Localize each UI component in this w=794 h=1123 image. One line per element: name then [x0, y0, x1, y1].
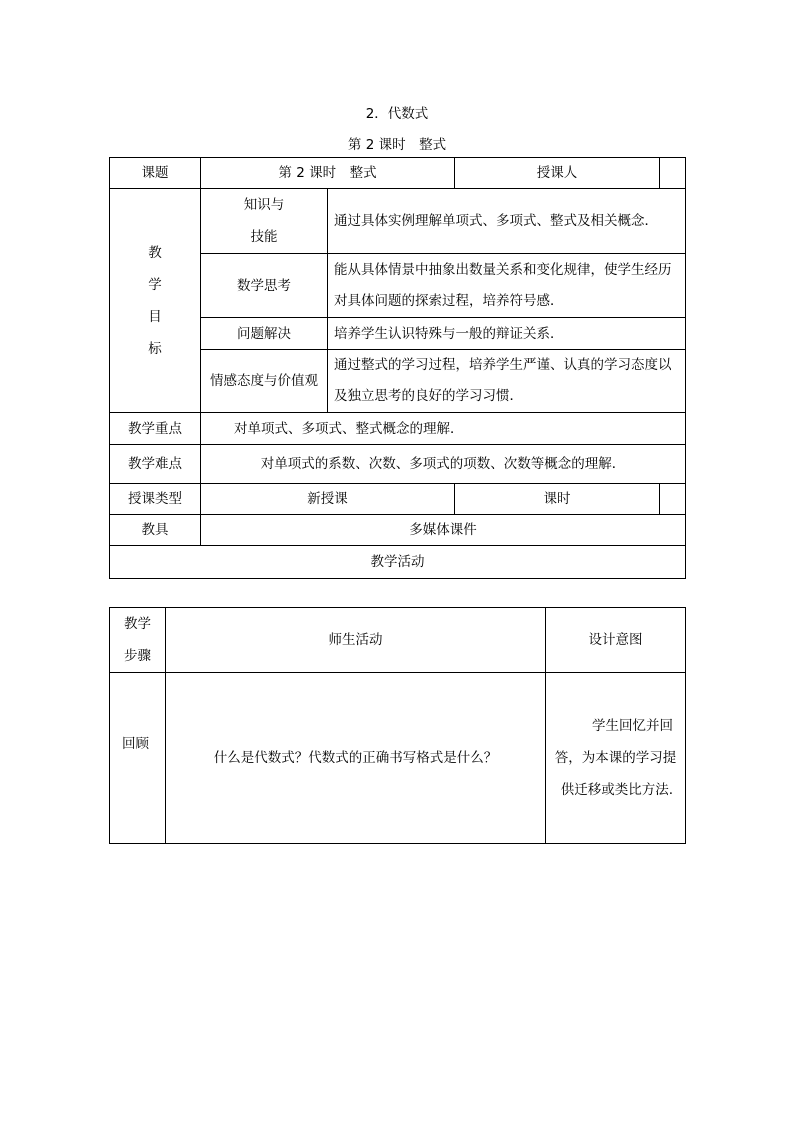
goal-problem-text: 培养学生认识特殊与一般的辩证关系． — [328, 318, 686, 350]
type-value: 新授课 — [201, 484, 455, 515]
goal-attitude-text: 通过整式的学习过程，培养学生严谨、认真的学习态度以及独立思考的良好的学习习惯． — [328, 350, 686, 413]
lesson-title: 第 2 课时 整式 — [347, 137, 447, 153]
step-name: 回顾 — [110, 673, 166, 844]
hours-value — [660, 484, 686, 515]
lesson-info-table — [109, 157, 686, 579]
topic-label: 课题 — [110, 158, 201, 189]
section-title: 2．代数式 — [365, 106, 429, 122]
tools-label: 教具 — [110, 515, 201, 546]
goal-knowledge-text: 通过具体实例理解单项式、多项式、整式及相关概念． — [328, 189, 686, 254]
intent-header: 设计意图 — [546, 608, 686, 673]
activity-label: 教学活动 — [110, 546, 686, 579]
table-row — [110, 673, 686, 844]
difficulty-label: 教学难点 — [110, 445, 201, 484]
teacher-value — [660, 158, 686, 189]
goal-problem-label: 问题解决 — [201, 318, 328, 350]
activity-text: 什么是代数式？代数式的正确书写格式是什么？ — [166, 673, 546, 844]
intent-text: 学生回忆并回 答，为本课的学习提 供迁移或类比方法. — [546, 673, 686, 844]
type-label: 授课类型 — [110, 484, 201, 515]
goal-thinking-label: 数学思考 — [201, 254, 328, 318]
goals-label: 教 学 目 标 — [110, 189, 201, 413]
tools-value: 多媒体课件 — [201, 515, 686, 546]
difficulty-text: 对单项式的系数、次数、多项式的项数、次数等概念的理解． — [201, 445, 686, 484]
key-label: 教学重点 — [110, 413, 201, 445]
goal-knowledge-label: 知识与 技能 — [201, 189, 328, 254]
teaching-steps-table — [109, 607, 686, 844]
activity-header: 师生活动 — [166, 608, 546, 673]
step-header: 教学 步骤 — [110, 608, 166, 673]
topic-value: 第 2 课时 整式 — [201, 158, 455, 189]
goal-thinking-text: 能从具体情景中抽象出数量关系和变化规律，使学生经历对具体问题的探索过程，培养符号感． — [328, 254, 686, 318]
goal-attitude-label: 情感态度与价值观 — [201, 350, 328, 413]
teacher-label: 授课人 — [455, 158, 660, 189]
key-text: 对单项式、多项式、整式概念的理解． — [201, 413, 686, 445]
hours-label: 课时 — [455, 484, 660, 515]
